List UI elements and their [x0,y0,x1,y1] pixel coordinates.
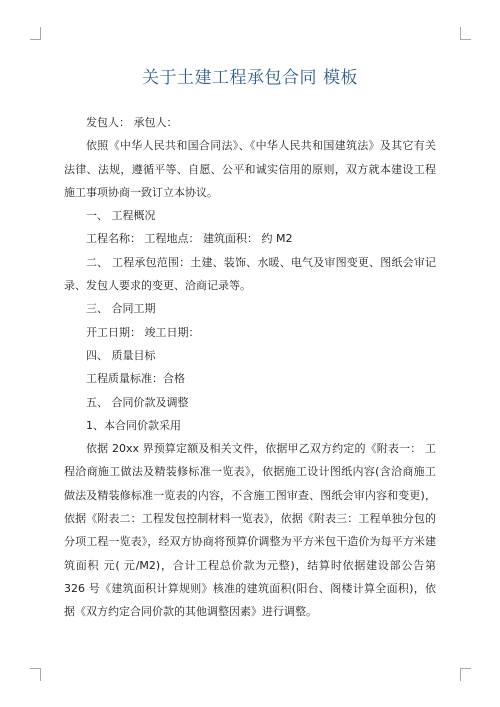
subsection-price-method: 1、本合同价款采用 [86,418,181,432]
section-contract-scope: 二、 工程承包范围：土建、装饰、水暖、电气及审图变更、图纸会审记录、发包人要求的变更、洽商记录等。 [64,255,436,293]
project-info-line: 工程名称： 工程地点： 建筑面积： 约 M2 [86,232,293,246]
section-heading-price: 五、 合同价款及调整 [86,395,189,409]
parties-line: 发包人： 承包人： [86,116,178,129]
crop-mark-bottom-left [30,668,41,681]
document-title: 关于土建工程承包合同 模板 [142,68,358,88]
crop-mark-top-right [460,27,471,40]
crop-mark-top-left [30,27,41,40]
preamble-paragraph: 依照《中华人民共和国合同法》、《中华人民共和国建筑法》及其它有关法律、法规，遵循平等、自愿、公平和诚实信用的原则，双方就本建设工程施工事项协商一致订立本协议。 [64,139,436,199]
dates-line: 开工日期： 竣工日期： [86,325,200,339]
crop-mark-bottom-right [460,668,471,681]
quality-standard-line: 工程质量标准：合格 [86,372,185,386]
document-body [64,111,436,624]
section-heading-quality-target: 四、 质量目标 [86,348,156,362]
pricing-basis-paragraph: 依据 20xx 界预算定额及相关文件，依据甲乙双方约定的《附表一： 工程洽商施工做法及精装修标准一览表》，依据施工设计图纸内容(含洽商施工做法及精装修标准一览表的内容，不含施工图审查、图纸会审内容和变更)，依据《附表二：工程发包控制材料一览表》，依据《附表三：工程单独分包的分项工程一览表》，经双方协商将预算价调整为平方米包干造价为每平方米建筑面积 元( 元/M2)，合计工程总价款为元整)，结算时依据建设部公告第 326 号《建筑面积计算规则》核准的建筑面积(阳台、阁楼计算全面积)，依据《双方约定合同价款的其他调整因素》进行调整。 [64,442,436,619]
section-heading-project-overview: 一、 工程概况 [86,209,156,223]
section-heading-contract-period: 三、 合同工期 [86,302,156,316]
